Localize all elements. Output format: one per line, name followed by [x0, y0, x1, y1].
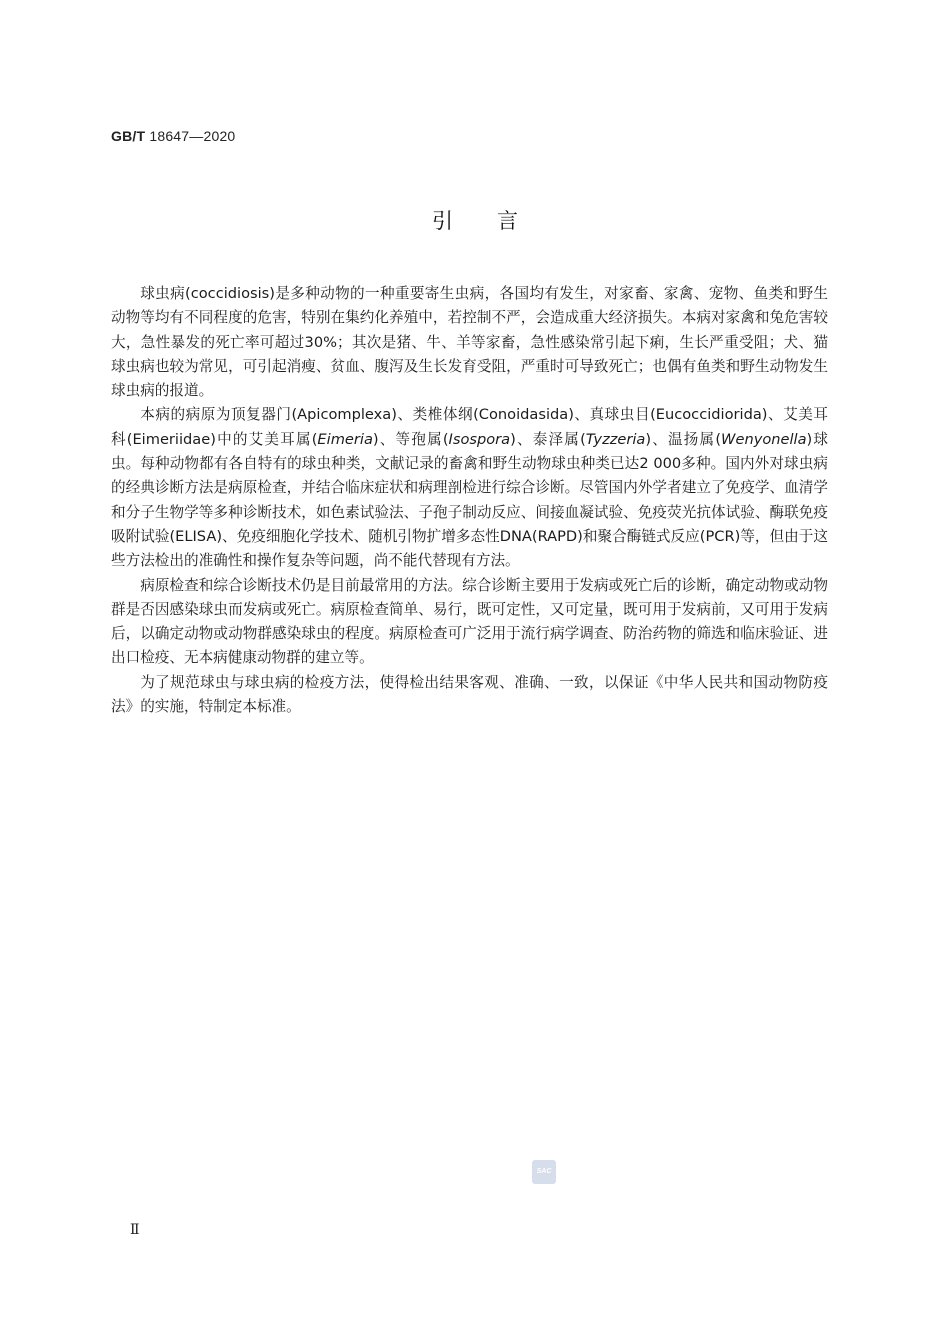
- page-number: Ⅱ: [130, 1223, 140, 1238]
- paragraph-3: 病原检查和综合诊断技术仍是目前最常用的方法。综合诊断主要用于发病或死亡后的诊断，确定动物或动物群是否因感染球虫而发病或死亡。病原检查简单、易行，既可定性，又可定量，既可用于发病前，又可用于发病后，以确定动物或动物群感染球虫的程度。病原检查可广泛用于流行病学调查、防治药物的筛选和临床验证、进出口检疫、无本病健康动物群的建立等。: [111, 576, 828, 667]
- standard-prefix: GB/T: [111, 128, 146, 144]
- paragraph-4: 为了规范球虫与球虫病的检疫方法，使得检出结果客观、准确、一致，以保证《中华人民共和国动物防疫法》的实施，特制定本标准。: [111, 673, 828, 716]
- paragraph-2-part-4: )、温扬属(: [645, 430, 722, 448]
- body-text: [111, 282, 828, 719]
- genus-tyzzeria: Tyzzeria: [585, 430, 646, 448]
- page-title: 引言: [432, 209, 562, 233]
- paragraph-2-part-1: 本病的病原为顶复器门(Apicomplexa)、类椎体纲(Conoidasida)、真球虫目(Eucoccidiorida)、艾美耳科(Eimeriidae)中的艾美耳属(: [111, 406, 828, 448]
- genus-eimeria: Eimeria: [317, 430, 373, 448]
- sac-logo-icon: SAC: [532, 1160, 556, 1184]
- paragraph-1: 球虫病(coccidiosis)是多种动物的一种重要寄生虫病，各国均有发生，对家畜、家禽、宠物、鱼类和野生动物等均有不同程度的危害，特别在集约化养殖中，若控制不严，会造成重大经济损失。本病对家禽和兔危害较大，急性暴发的死亡率可超过30%；其次是猪、牛、羊等家畜，急性感染常引起下痢，生长严重受阻；犬、猫球虫病也较为常见，可引起消瘦、贫血、腹泻及生长发育受阻，严重时可导致死亡；也偶有鱼类和野生动物发生球虫病的报道。: [111, 285, 828, 400]
- paragraph-2: [111, 403, 828, 573]
- paragraph-2-part-5: )球虫。每种动物都有各自特有的球虫种类，文献记录的畜禽和野生动物球虫种类已达2 000多种。国内外对球虫病的经典诊断方法是病原检查，并结合临床症状和病理剖检进行综合诊断。尽管国内外学者建立了免疫学、血清学和分子生物学等多种诊断技术，如色素试验法、子孢子制动反应、间接血凝试验、免疫荧光抗体试验、酶联免疫吸附试验(ELISA)、免疫细胞化学技术、随机引物扩增多态性DNA(RAPD)和聚合酶链式反应(PCR)等，但由于这些方法检出的准确性和操作复杂等问题，尚不能代替现有方法。: [111, 430, 829, 570]
- genus-wenyonella: Wenyonella: [721, 430, 807, 448]
- standard-identifier: [111, 128, 235, 144]
- genus-isospora: Isospora: [448, 430, 511, 448]
- paragraph-2-part-3: )、泰泽属(: [510, 430, 586, 448]
- standard-number: 18647—2020: [149, 128, 236, 144]
- paragraph-2-part-2: )、等孢属(: [372, 430, 449, 448]
